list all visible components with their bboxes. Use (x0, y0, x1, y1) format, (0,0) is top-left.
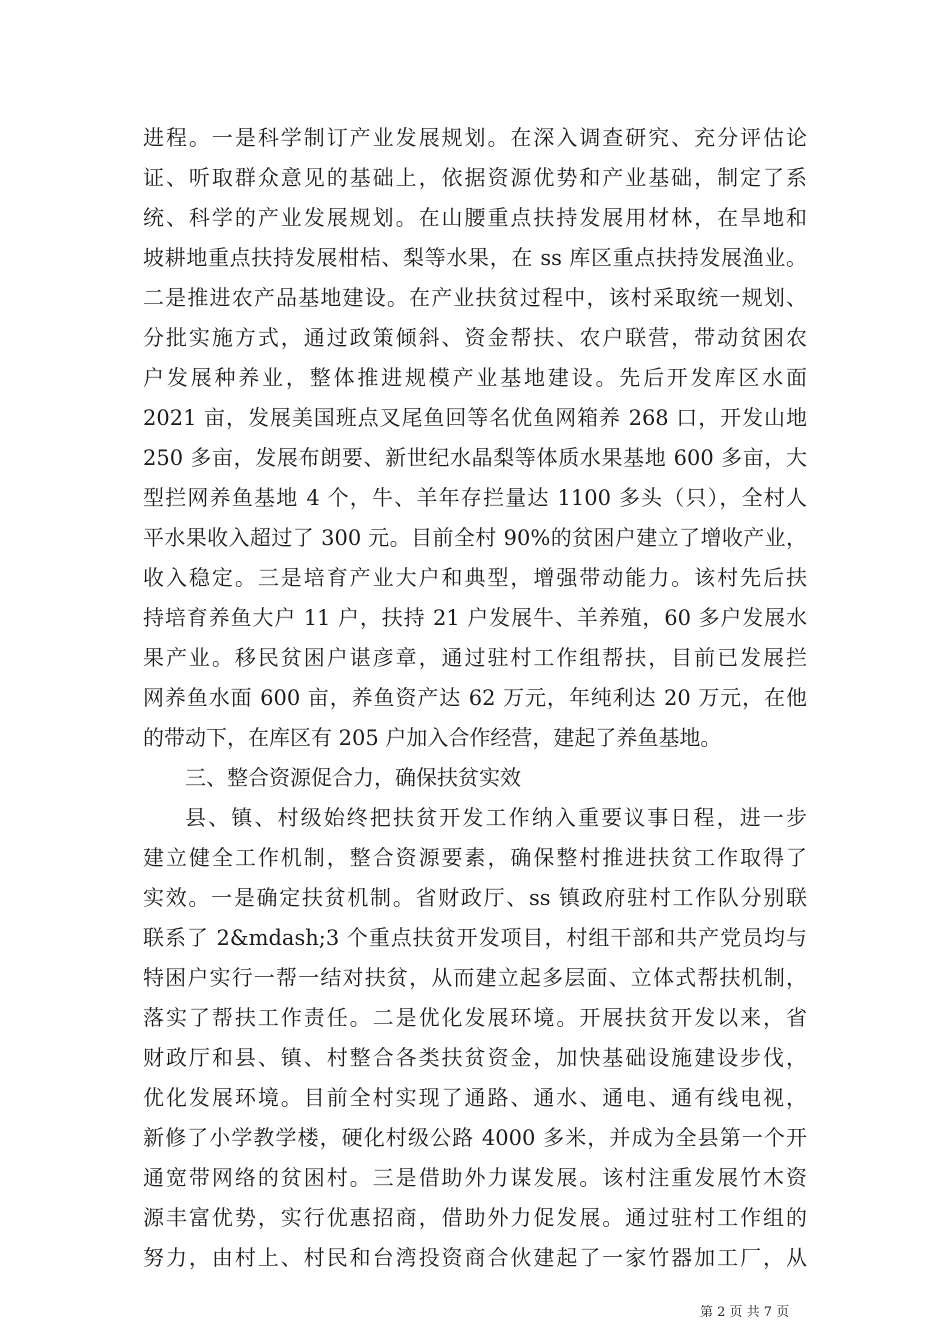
text-line: 财政厅和县、镇、村整合各类扶贫资金，加快基础设施建设步伐， (143, 1046, 807, 1070)
text-line: 落实了帮扶工作责任。二是优化发展环境。开展扶贫开发以来，省 (143, 1006, 807, 1030)
text-line: 平水果收入超过了 300 元。目前全村 90%的贫困户建立了增收产业， (143, 526, 807, 550)
text-line: 努力，由村上、村民和台湾投资商合伙建起了一家竹器加工厂，从 (143, 1246, 807, 1270)
text-line: 收入稳定。三是培育产业大户和典型，增强带动能力。该村先后扶 (143, 566, 807, 590)
text-line: 实效。一是确定扶贫机制。省财政厅、ss 镇政府驻村工作队分别联 (143, 886, 807, 910)
paragraph-first-line: 县、镇、村级始终把扶贫开发工作纳入重要议事日程，进一步 (185, 806, 807, 830)
text-line: 坡耕地重点扶持发展柑桔、梨等水果，在 ss 库区重点扶持发展渔业。 (143, 246, 807, 270)
text-line: 户发展种养业，整体推进规模产业基地建设。先后开发库区水面 (143, 366, 807, 390)
text-line: 特困户实行一帮一结对扶贫，从而建立起多层面、立体式帮扶机制， (143, 966, 807, 990)
text-line: 型拦网养鱼基地 4 个，牛、羊年存拦量达 1100 多头（只），全村人 (143, 486, 807, 510)
page-number: 第 2 页 共 7 页 (700, 1305, 790, 1320)
text-line: 二是推进农产品基地建设。在产业扶贫过程中，该村采取统一规划、 (143, 286, 807, 310)
text-line: 持培育养鱼大户 11 户，扶持 21 户发展牛、羊养殖，60 多户发展水 (143, 606, 807, 630)
text-line: 建立健全工作机制，整合资源要素，确保整村推进扶贫工作取得了 (143, 846, 807, 870)
section-heading: 三、整合资源促合力，确保扶贫实效 (185, 766, 521, 790)
text-line: 的带动下，在库区有 205 户加入合作经营，建起了养鱼基地。 (143, 726, 722, 750)
text-line: 新修了小学教学楼，硬化村级公路 4000 多米，并成为全县第一个开 (143, 1126, 807, 1150)
text-line: 250 多亩，发展布朗要、新世纪水晶梨等体质水果基地 600 多亩，大 (143, 446, 807, 470)
body-text (143, 118, 807, 1278)
text-line: 通宽带网络的贫困村。三是借助外力谋发展。该村注重发展竹木资 (143, 1166, 807, 1190)
text-line: 2021 亩，发展美国班点叉尾鱼回等名优鱼网箱养 268 口，开发山地 (143, 406, 807, 430)
text-line: 统、科学的产业发展规划。在山腰重点扶持发展用材林，在旱地和 (143, 206, 807, 230)
text-line: 源丰富优势，实行优惠招商，借助外力促发展。通过驻村工作组的 (143, 1206, 807, 1230)
text-line: 进程。一是科学制订产业发展规划。在深入调查研究、充分评估论 (143, 126, 807, 150)
text-line: 分批实施方式，通过政策倾斜、资金帮扶、农户联营，带动贫困农 (143, 326, 807, 350)
text-line: 果产业。移民贫困户谌彦章，通过驻村工作组帮扶，目前已发展拦 (143, 646, 807, 670)
text-line: 优化发展环境。目前全村实现了通路、通水、通电、通有线电视， (143, 1086, 807, 1110)
text-line: 证、听取群众意见的基础上，依据资源优势和产业基础，制定了系 (143, 166, 807, 190)
text-line: 网养鱼水面 600 亩，养鱼资产达 62 万元，年纯利达 20 万元，在他 (143, 686, 807, 710)
text-line: 联系了 2&mdash;3 个重点扶贫开发项目，村组干部和共产党员均与 (143, 926, 807, 950)
